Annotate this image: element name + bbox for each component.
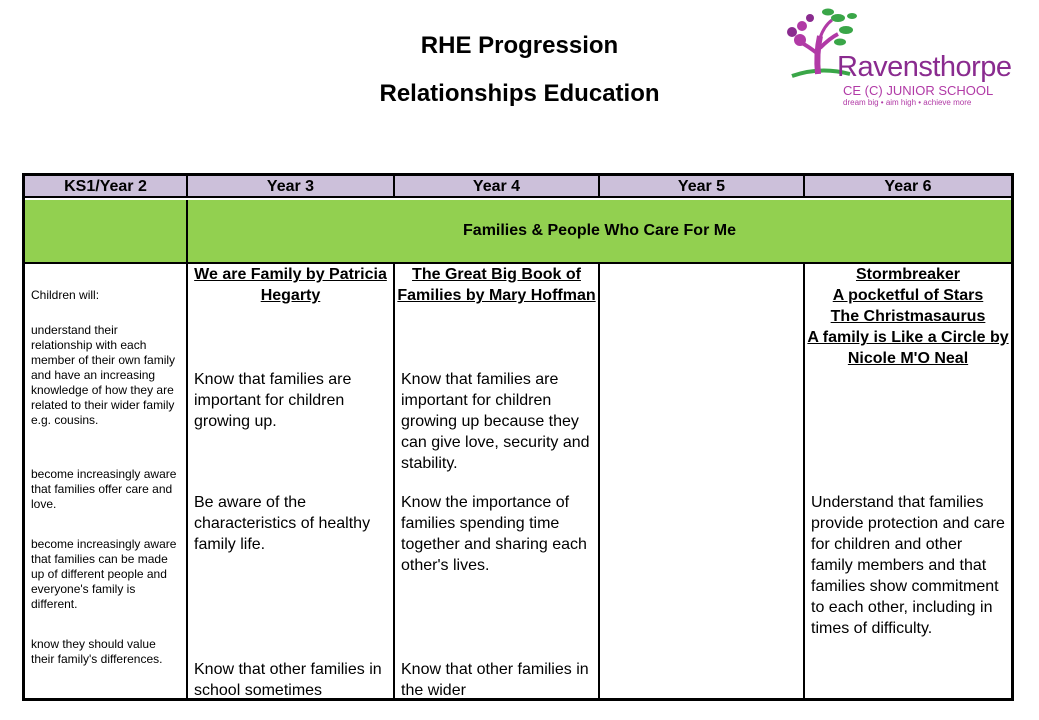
year3-item: Be aware of the characteristics of healthy family life. (194, 494, 371, 553)
section-band-left (25, 200, 188, 264)
year6-book: A family is Like a Circle by Nicole M'O Neal (807, 329, 1009, 367)
year5-column (600, 264, 805, 698)
progression-table (22, 173, 1014, 701)
school-logo (780, 4, 1030, 110)
year6-book: The Christmasaurus (830, 308, 986, 325)
ks1-column (25, 264, 188, 698)
logo-subtitle: CE (C) JUNIOR SCHOOL (843, 83, 994, 98)
logo-motto: dream big • aim high • achieve more (843, 98, 972, 107)
year4-item: Know the importance of families spending time together and sharing each other's lives. (401, 494, 587, 574)
year4-item: Know that other families in the wider (401, 661, 589, 698)
ks1-item: know they should value their family's differences. (31, 637, 163, 666)
year6-column (805, 264, 1011, 698)
ks1-item: become increasingly aware that families can be made up of different people and everyone's family is different. (31, 537, 177, 611)
column-header-year4: Year 4 (395, 176, 600, 198)
year6-book: Stormbreaker (855, 266, 961, 283)
ks1-intro: Children will: (31, 288, 100, 302)
column-header-year6: Year 6 (805, 176, 1011, 198)
column-header-ks1: KS1/Year 2 (25, 176, 188, 198)
year3-item: Know that other families in school sometimes (194, 661, 382, 698)
year4-column (395, 264, 600, 698)
ks1-item: understand their relationship with each member of their own family and have an increasing knowledge of how they are related to their wider family e.g. cousins. (31, 323, 176, 427)
ks1-item: become increasingly aware that families offer care and love. (31, 467, 177, 511)
year6-book: A pocketful of Stars (832, 287, 984, 304)
page-title: RHE Progression (420, 32, 619, 59)
logo-name: Ravensthorpe (837, 51, 1012, 83)
year3-item: Know that families are important for children growing up. (194, 371, 352, 430)
year4-book: The Great Big Book of Families by Mary Hoffman (397, 266, 596, 304)
page-subtitle: Relationships Education (379, 80, 660, 107)
year3-book: We are Family by Patricia Hegarty (194, 266, 387, 304)
section-title: Families & People Who Care For Me (188, 200, 1011, 264)
column-header-year5: Year 5 (600, 176, 805, 198)
year3-column (188, 264, 395, 698)
year6-item: Understand that families provide protection and care for children and other family members and that families show commitment to each other, including in times of difficulty. (811, 494, 1005, 637)
year4-item: Know that families are important for children growing up because they can give love, security and stability. (401, 371, 590, 472)
column-header-year3: Year 3 (188, 176, 395, 198)
